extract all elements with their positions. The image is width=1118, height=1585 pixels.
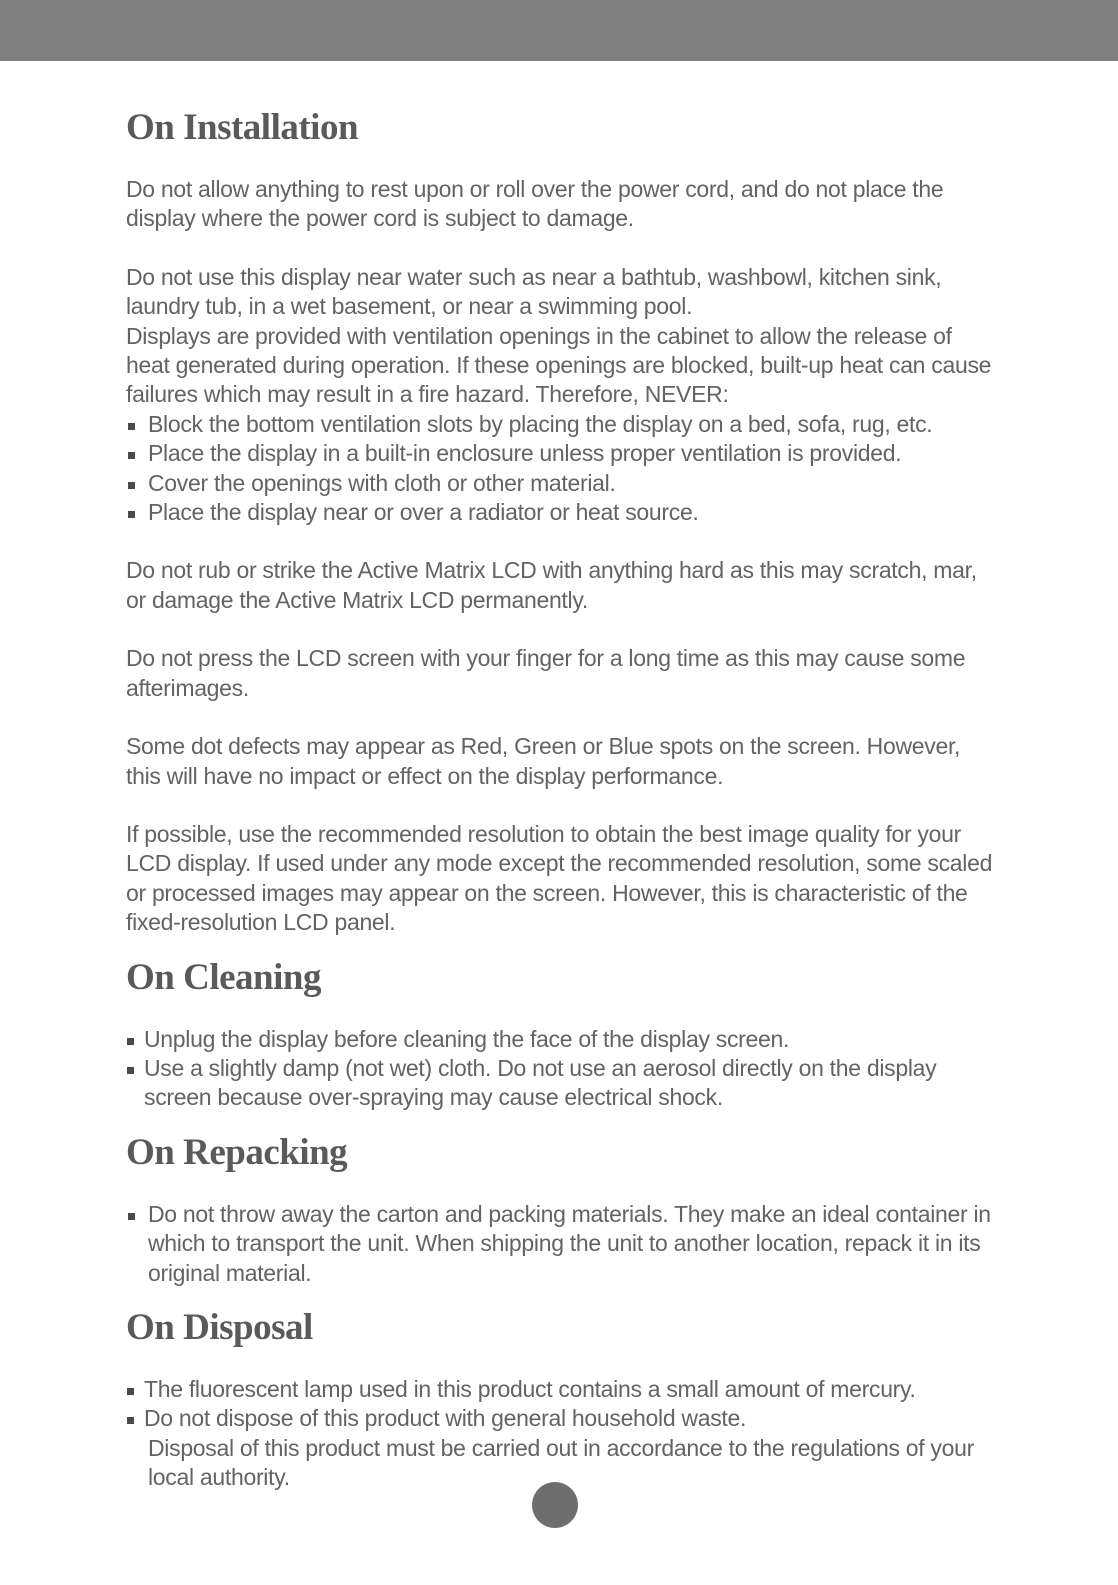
list-item [126, 1054, 996, 1113]
list-item [126, 469, 996, 498]
list-item [126, 1404, 996, 1433]
bullet-icon [128, 1213, 135, 1220]
bullet-icon [128, 482, 135, 489]
list-item-text: Unplug the display before cleaning the face of the display screen. [144, 1025, 790, 1052]
list-item [126, 1375, 996, 1404]
list-item [126, 410, 996, 439]
list-item-text: The fluorescent lamp used in this product contains a small amount of mercury. [144, 1375, 916, 1402]
never-list [126, 410, 996, 528]
section-title-cleaning: On Cleaning [126, 956, 321, 998]
list-item-text: Place the display near or over a radiator or heat source. [148, 499, 699, 526]
repacking-list [126, 1200, 996, 1288]
bullet-icon [127, 1388, 134, 1395]
installation-paragraph-dot-defects: Some dot defects may appear as Red, Green or Blue spots on the screen. However, this will have no impact or effect on the display performance. [126, 733, 961, 789]
list-item [126, 439, 996, 468]
section-title-installation: On Installation [126, 107, 359, 148]
page-content [126, 104, 996, 1493]
section-disposal [126, 1304, 996, 1493]
list-item-text: Do not dispose of this product with general household waste. [144, 1405, 747, 1432]
list-item [126, 1200, 996, 1288]
list-item-text: Block the bottom ventilation slots by placing the display on a bed, sofa, rug, etc. [148, 410, 933, 437]
bullet-icon [127, 1038, 134, 1045]
list-item-text: Do not throw away the carton and packing materials. They make an ideal container in which to transport the unit. When shipping the unit to another location, repack it in its original material. [148, 1200, 991, 1286]
section-installation [126, 104, 996, 938]
installation-paragraph-afterimages: Do not press the LCD screen with your finger for a long time as this may cause some afterimages. [126, 645, 966, 701]
installation-paragraph-lcd-scratch: Do not rub or strike the Active Matrix LCD with anything hard as this may scratch, mar, or damage the Active Matrix LCD permanently. [126, 557, 977, 613]
list-item-text: Use a slightly damp (not wet) cloth. Do not use an aerosol directly on the display screen because over-spraying may cause electrical shock. [144, 1054, 937, 1111]
page-number-circle [532, 1482, 578, 1528]
bullet-icon [128, 511, 135, 518]
section-cleaning [126, 954, 996, 1113]
bullet-icon [128, 452, 135, 459]
bullet-icon [128, 423, 135, 430]
list-item [126, 1025, 996, 1054]
installation-paragraph-water: Do not use this display near water such as near a bathtub, washbowl, kitchen sink, laundry tub, in a wet basement, or near a swimming pool. [126, 263, 942, 320]
installation-paragraph-ventilation: Displays are provided with ventilation openings in the cabinet to allow the release of heat generated during operation. If these openings are blocked, built-up heat can cause failures which may result in a fire hazard. Therefore, NEVER: [126, 322, 992, 408]
installation-paragraph-resolution: If possible, use the recommended resolution to obtain the best image quality for your LCD display. If used under any mode except the recommended resolution, some scaled or processed images may appear on the screen. However, this is characteristic of the fixed-resolution LCD panel. [126, 820, 993, 936]
section-title-disposal: On Disposal [126, 1306, 313, 1348]
list-item-text: Place the display in a built-in enclosure unless proper ventilation is provided. [148, 440, 902, 467]
installation-paragraph-power-cord: Do not allow anything to rest upon or roll over the power cord, and do not place the display where the power cord is subject to damage. [126, 176, 944, 232]
list-item-text: Cover the openings with cloth or other material. [148, 469, 616, 496]
list-item [126, 498, 996, 527]
bullet-icon [127, 1067, 134, 1074]
header-bar [0, 0, 1118, 61]
cleaning-list [126, 1025, 996, 1113]
section-repacking [126, 1129, 996, 1288]
disposal-continuation-text: Disposal of this product must be carried out in accordance to the regulations of your local authority. [148, 1434, 974, 1491]
section-title-repacking: On Repacking [126, 1131, 348, 1173]
disposal-list [126, 1375, 996, 1434]
bullet-icon [127, 1417, 134, 1424]
